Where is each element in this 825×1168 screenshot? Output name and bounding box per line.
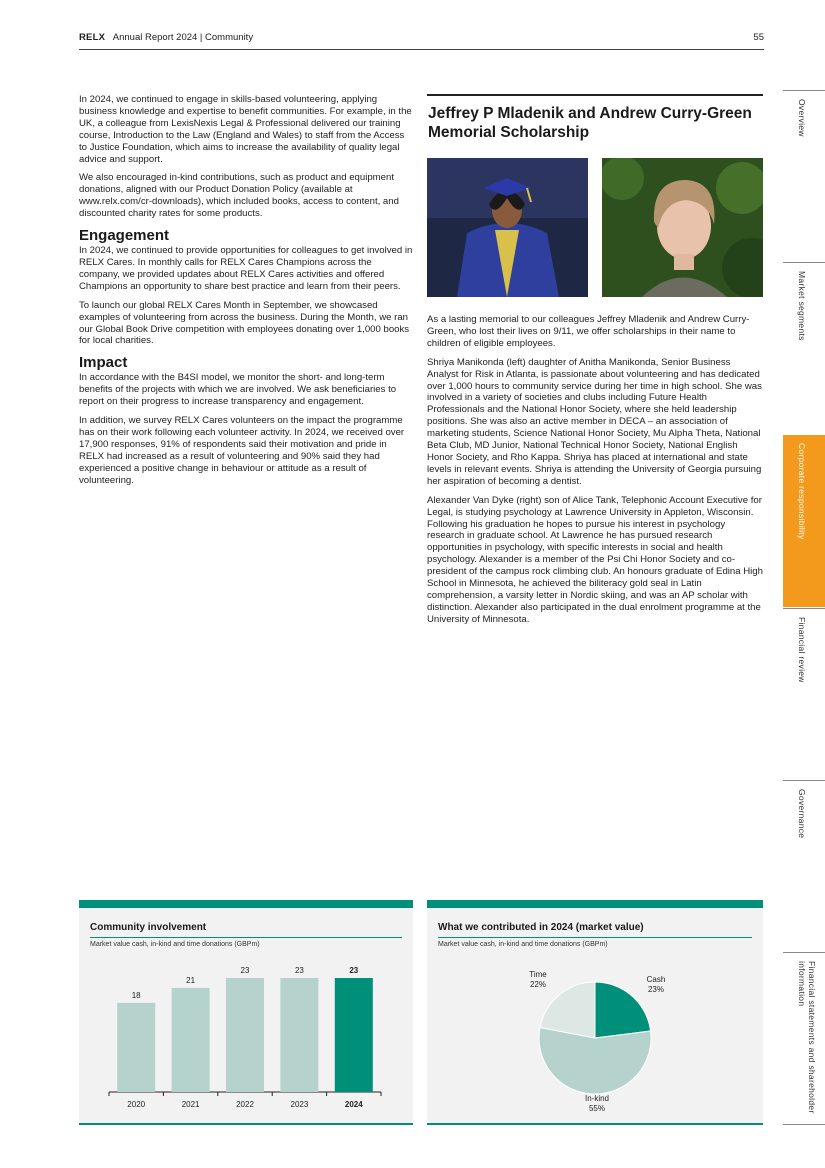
pie-label-name: Cash bbox=[646, 975, 666, 984]
x-tick-label: 2023 bbox=[290, 1100, 309, 1109]
tab-financial-statements[interactable] bbox=[783, 952, 825, 1125]
impact-heading: Impact bbox=[79, 354, 128, 372]
x-tick-label: 2021 bbox=[181, 1100, 200, 1109]
community-involvement-chart bbox=[79, 900, 413, 1125]
tab-corporate-responsibility[interactable] bbox=[783, 435, 825, 607]
tab-label: Financial review bbox=[797, 617, 807, 683]
x-tick-label: 2022 bbox=[236, 1100, 254, 1109]
paragraph: In addition, we survey RELX Cares volunteers on the impact the programme has on their work following each volunteer activity. In 2024, we received over 17,900 responses, 91% of respondents said their motivation and pride in RELX had increased as a result of volunteering and 90% said they had experienced a positive change in behaviour or attitude as a result of volunteering. bbox=[79, 415, 405, 486]
bar-value-label: 23 bbox=[349, 966, 359, 975]
chart-title: Community involvement bbox=[90, 922, 207, 933]
pie-label-name: In-kind bbox=[584, 1094, 610, 1103]
tab-label: Overview bbox=[797, 99, 807, 137]
bar-chart-svg bbox=[79, 900, 413, 1125]
page-number: 55 bbox=[753, 32, 764, 43]
pie-label-percent: 55% bbox=[588, 1104, 606, 1113]
chart-bottom-bar bbox=[427, 1123, 763, 1125]
tab-label: Financial statements and shareholder information bbox=[797, 961, 817, 1114]
left-column bbox=[79, 94, 413, 493]
pie-label-percent: 23% bbox=[647, 985, 665, 994]
tab-overview[interactable] bbox=[783, 90, 825, 262]
bar-2020 bbox=[117, 1003, 155, 1092]
bar-value-label: 21 bbox=[186, 975, 196, 985]
report-title: Annual Report 2024 | Community bbox=[112, 32, 254, 43]
bar-2021 bbox=[172, 988, 210, 1092]
right-column bbox=[427, 314, 763, 633]
tab-financial-review[interactable] bbox=[783, 608, 825, 779]
paragraph: As a lasting memorial to our colleagues Jeffrey Mladenik and Andrew Curry-Green, who lost their lives on 9/11, we offer scholarships in their name to children of eligible employees. bbox=[427, 314, 750, 349]
tab-label: Market segments bbox=[797, 271, 807, 341]
pie-slice-cash bbox=[595, 982, 651, 1038]
paragraph: In accordance with the B4SI model, we monitor the short- and long-term benefits of the projects with which we are involved. We ask beneficiaries to report on their progress to increase transparency and engagement. bbox=[79, 372, 397, 408]
chart-bottom-bar bbox=[79, 1123, 413, 1125]
scholar-photo-right bbox=[602, 158, 763, 297]
pie-label-name: Time bbox=[529, 970, 547, 979]
bar-2022 bbox=[226, 978, 264, 1092]
paragraph: Alexander Van Dyke (right) son of Alice Tank, Telephonic Account Executive for Legal, is studying psychology at Lawrence University in Appleton, Wisconsin. Following his graduation he hopes to pursue his interest in psychology research in graduate school. At Lawrence he has pursued research opportunities in psychology, with specific interests in social and health psychology. Alexander is a member of the Psi Chi Honor Society and co-president of the campus rock climbing club. An honours graduate of Edina High School in Minnesota, he achieved the biliteracy gold seal in Latin comprehension, a varsity letter in Nordic skiing, and was an AP scholar with distinction. Alexander also participated in the dual enrolment programme at the University of Minnesota. bbox=[427, 494, 763, 625]
bar-2024 bbox=[335, 978, 373, 1092]
contribution-pie-chart bbox=[427, 900, 763, 1125]
engagement-heading: Engagement bbox=[79, 227, 170, 245]
pie-label-percent: 22% bbox=[529, 980, 547, 989]
pie-chart-svg bbox=[427, 900, 763, 1125]
paragraph: We also encouraged in-kind contributions, such as product and equipment donations, aligned with our Product Donation Policy (available at www.relx.com/cr-downloads), which included books, access to content, and discounted charity rates for some products. bbox=[79, 172, 399, 220]
section-rule bbox=[427, 94, 763, 96]
paragraph: To launch our global RELX Cares Month in September, we showcased examples of volunteering from across the business. During the Month, we ran our Global Book Drive competition with employees donating over 1,000 books for local charities. bbox=[79, 299, 410, 347]
paragraph: In 2024, we continued to provide opportunities for colleagues to get involved in RELX Cares. In monthly calls for RELX Cares Champions across the company, we provided updates about RELX Cares activities and offered Champions an opportunity to share best practice and learn from their peers. bbox=[79, 245, 413, 292]
tab-market-segments[interactable] bbox=[783, 262, 825, 434]
page-header bbox=[79, 32, 764, 50]
bar-value-label: 18 bbox=[131, 990, 141, 1000]
x-tick-label: 2024 bbox=[344, 1100, 363, 1109]
bar-value-label: 23 bbox=[240, 966, 250, 975]
chart-title: What we contributed in 2024 (market value) bbox=[438, 922, 644, 933]
tab-governance[interactable] bbox=[783, 780, 825, 952]
bar-value-label: 23 bbox=[294, 966, 304, 975]
paragraph: In 2024, we continued to engage in skills-based volunteering, applying business knowledge and expertise to benefit communities. For example, in the UK, a colleague from LexisNexis Legal & Professional delivered our training course, Introduction to the Law (England and Wales) to staff from the Access to Justice Foundation, which aims to increase the availability of quality legal advice and support. bbox=[79, 94, 412, 165]
scholar-photo-left bbox=[427, 158, 588, 297]
scholarship-title: Jeffrey P Mladenik and Andrew Curry-Green Memorial Scholarship bbox=[428, 105, 752, 141]
chart-subtitle: Market value cash, in-kind and time donations (GBPm) bbox=[90, 941, 260, 948]
chart-subtitle: Market value cash, in-kind and time donations (GBPm) bbox=[438, 941, 608, 948]
brand-name: RELX bbox=[79, 32, 106, 43]
tab-label: Corporate responsibility bbox=[797, 443, 807, 540]
tab-label: Governance bbox=[797, 789, 807, 839]
x-tick-label: 2020 bbox=[127, 1100, 146, 1109]
bar-2023 bbox=[280, 978, 318, 1092]
paragraph: Shriya Manikonda (left) daughter of Anitha Manikonda, Senior Business Analyst for Risk in Atlanta, is passionate about volunteering and has dedicated over 1,000 hours to community service during her time in high school. She was involved in a variety of societies and clubs including Future Health Professionals and the National Honor Society, where she held leadership positions. She was also an active member in DECA – an association of marketing students, Science National Honor Society, Mu Alpha Theta, National Beta Club, MD Junior, National Technical Honor Society, National English Honor Society, and Rho Kappa. Shriya has placed at international and state levels in relevant events. Shriya is attending the University of Georgia pursuing her aspiration of becoming a dentist. bbox=[427, 356, 762, 487]
